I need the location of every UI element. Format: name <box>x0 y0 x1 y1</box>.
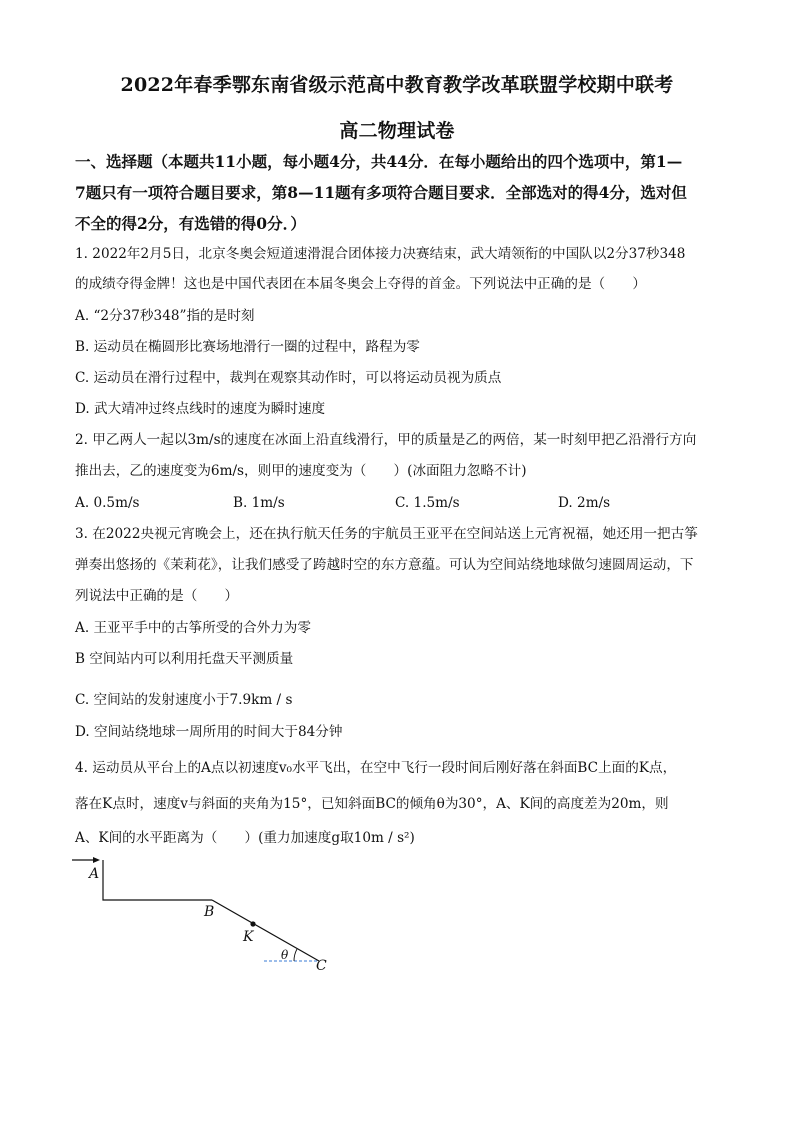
platform-outline <box>103 860 212 900</box>
label-b: B <box>204 904 215 920</box>
q3-option-a: A. 王亚平手中的古筝所受的合外力为零 <box>75 620 311 636</box>
q1-option-d: D. 武大靖冲过终点线时的速度为瞬时速度 <box>75 401 326 417</box>
label-theta: θ <box>281 948 289 962</box>
q3-stem-line: 列说法中正确的是（ ） <box>75 588 239 604</box>
q3-stem-line: 弹奏出悠扬的《茉莉花》，让我们感受了跨越时空的东方意蕴。可认为空间站绕地球做匀速圆周运动，下 <box>75 557 694 573</box>
q3-option-c: C. 空间站的发射速度小于7.9km / s <box>75 692 293 708</box>
q2-option-a: A. 0.5m/s <box>75 495 140 511</box>
q2-stem-line: 2. 甲乙两人一起以3m/s的速度在冰面上沿直线滑行，甲的质量是乙的两倍，某一时刻甲把乙沿滑行方向 <box>75 432 697 448</box>
q2-option-b: B. 1m/s <box>233 495 285 511</box>
q2-option-c: C. 1.5m/s <box>395 495 460 511</box>
q1-option-b: B. 运动员在椭圆形比赛场地滑行一圈的过程中，路程为零 <box>75 339 420 355</box>
label-k: K <box>243 929 254 945</box>
q4-slope-diagram <box>62 852 342 977</box>
q3-option-b: B 空间站内可以利用托盘天平测质量 <box>75 651 294 667</box>
q4-stem-line: 落在K点时，速度v与斜面的夹角为15°，已知斜面BC的倾角θ为30°，A、K间的高度差为20m，则 <box>75 796 669 812</box>
point-k-dot <box>250 921 255 926</box>
q1-stem-line: 的成绩夺得金牌！这也是中国代表团在本届冬奥会上夺得的首金。下列说法中正确的是（ ） <box>75 276 646 292</box>
label-c: C <box>316 958 327 974</box>
q4-stem-line: A、K间的水平距离为（ ）(重力加速度g取10m / s²) <box>75 830 415 846</box>
q1-stem-line: 1. 2022年2月5日，北京冬奥会短道速滑混合团体接力决赛结束，武大靖领衔的中国队以2分37秒348 <box>75 246 686 262</box>
q1-option-c: C. 运动员在滑行过程中，裁判在观察其动作时，可以将运动员视为质点 <box>75 370 502 386</box>
q1-option-a: A. “2分37秒348”指的是时刻 <box>75 308 255 324</box>
label-a: A <box>89 866 100 882</box>
section-heading <box>75 146 725 239</box>
arrow-head-icon <box>93 857 100 863</box>
angle-arc <box>294 949 297 961</box>
section-heading-line: 一、选择题（本题共11小题，每小题4分，共44分．在每小题给出的四个选项中，第1— <box>75 152 683 171</box>
q2-stem-line: 推出去，乙的速度变为6m/s，则甲的速度变为（ ）(冰面阻力忽略不计) <box>75 463 527 479</box>
q3-option-d: D. 空间站绕地球一周所用的时间大于84分钟 <box>75 724 343 740</box>
slope-bc <box>212 900 319 961</box>
q4-stem-line: 4. 运动员从平台上的A点以初速度v₀水平飞出，在空中飞行一段时间后刚好落在斜面BC上面的K点， <box>75 760 677 776</box>
q3-stem-line: 3. 在2022央视元宵晚会上，还在执行航天任务的宇航员王亚平在空间站送上元宵祝福，她还用一把古筝 <box>75 526 698 542</box>
exam-title: 2022年春季鄂东南省级示范高中教育教学改革联盟学校期中联考 <box>120 74 674 96</box>
section-heading-line: 7题只有一项符合题目要求，第8—11题有多项符合题目要求．全部选对的得4分，选对但 <box>75 183 687 202</box>
q2-option-d: D. 2m/s <box>558 495 611 511</box>
exam-subtitle: 高二物理试卷 <box>339 120 455 142</box>
section-heading-line: 不全的得2分，有选错的得0分．） <box>75 214 306 233</box>
